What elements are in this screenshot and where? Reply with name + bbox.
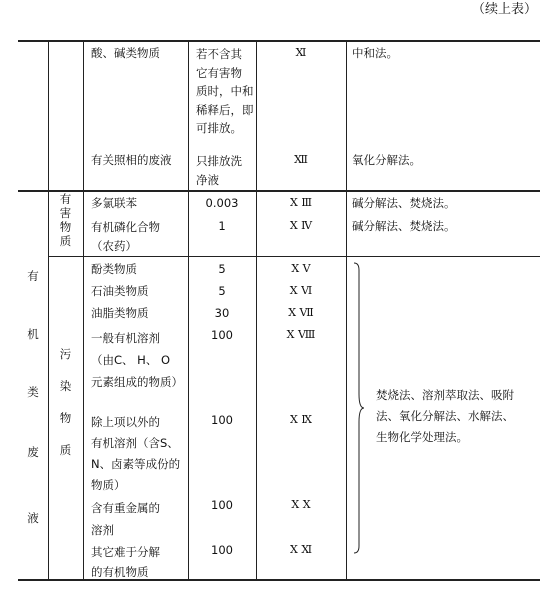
limit-value: 5: [218, 262, 226, 276]
pollutant-label-char: 染: [59, 379, 72, 393]
limit-value: 1: [218, 219, 226, 233]
substance-name: 酚类物质: [91, 262, 137, 276]
column-divider-1: [48, 40, 49, 580]
limit-value: 30: [214, 306, 230, 320]
continued-label: （续上表）: [471, 2, 537, 17]
waste-code: X Ⅷ: [286, 328, 316, 341]
table-top-border: [18, 40, 540, 42]
pollutant-label-char: 质: [59, 443, 72, 457]
treatment-method: 氧化分解法。: [352, 153, 421, 167]
substance-name: 油脂类物质: [91, 306, 149, 320]
substance-name: 除上项以外的 有机溶剂（含S、 N、卤素等成份的 物质）: [91, 415, 181, 492]
limit-value: 100: [211, 328, 233, 342]
waste-code: X Ⅵ: [289, 284, 313, 297]
column-divider-5: [346, 40, 347, 580]
limit-text: 若不含其 它有害物 质时，中和 稀释后，即 可排放。: [196, 47, 254, 135]
right-brace-icon: [352, 262, 366, 554]
subsection-divider: [48, 256, 540, 257]
substance-name: 一般有机溶剂 （由C、 H、 O 元素组成的物质）: [91, 331, 183, 389]
category-char: 类: [27, 385, 39, 399]
section-divider: [18, 190, 540, 192]
treatment-method: 碱分解法、焚烧法。: [352, 196, 456, 210]
substance-name: 其它难于分解 的有机物质: [91, 545, 160, 579]
waste-code: X Ⅶ: [288, 306, 314, 319]
harmful-label: 有 害 物 质: [59, 192, 72, 248]
pollutant-label-char: 物: [59, 411, 72, 425]
category-char: 机: [27, 327, 39, 341]
pollutant-treatment-method: 焚烧法、溶剂萃取法、吸附 法、氧化分解法、水解法、 生物化学处理法。: [376, 388, 514, 444]
substance-name: 酸、碱类物质: [91, 46, 160, 60]
limit-value: 100: [211, 413, 233, 427]
limit-value: 5: [218, 284, 226, 298]
limit-value: 0.003: [205, 196, 239, 210]
waste-code: X Ⅲ: [290, 196, 312, 209]
substance-name: 有关照相的废液: [91, 153, 172, 167]
substance-name: 石油类物质: [91, 284, 149, 298]
waste-code: X Ⅴ: [291, 262, 311, 275]
waste-code: X X: [291, 498, 311, 511]
treatment-method: 中和法。: [352, 46, 398, 60]
category-char: 液: [27, 511, 39, 525]
waste-code: Ⅺ: [295, 46, 307, 59]
limit-value: 100: [211, 543, 233, 557]
pollutant-label-char: 污: [59, 347, 72, 361]
waste-code: X Ⅳ: [289, 219, 313, 232]
substance-name: 有机磷化合物 （农药）: [91, 220, 160, 253]
category-char: 废: [27, 445, 39, 459]
column-divider-2: [83, 40, 84, 580]
waste-code: X Ⅺ: [290, 543, 312, 556]
limit-value: 100: [211, 498, 233, 512]
substance-name: 含有重金属的 溶剂: [91, 501, 160, 537]
treatment-method: 碱分解法、焚烧法。: [352, 219, 456, 233]
waste-code: X Ⅸ: [290, 413, 312, 426]
category-char: 有: [27, 269, 39, 283]
waste-code: Ⅻ: [294, 153, 308, 166]
limit-text: 只排放洗 净液: [196, 154, 242, 187]
substance-name: 多氯联苯: [91, 196, 137, 210]
